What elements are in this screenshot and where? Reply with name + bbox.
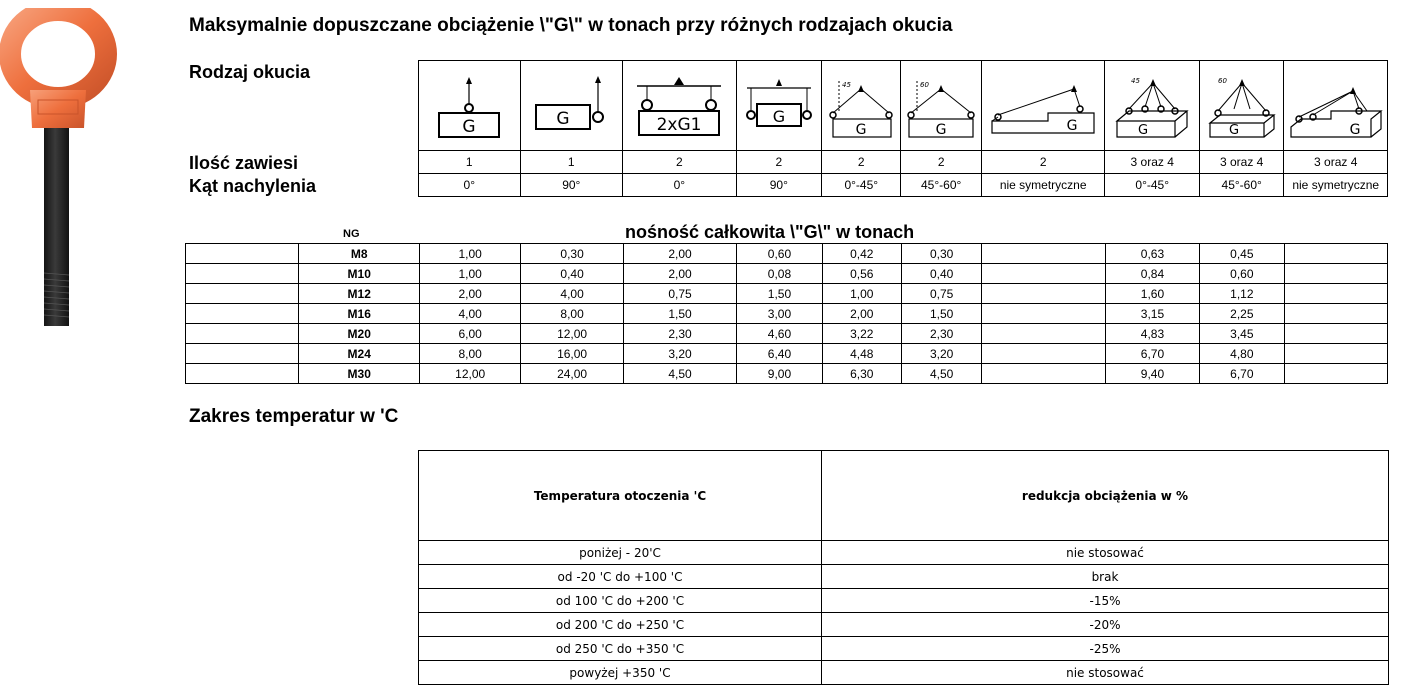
reduction-cell: -25% xyxy=(822,637,1389,661)
svg-text:G: G xyxy=(855,121,867,138)
load-value-cell: 8,00 xyxy=(419,344,520,364)
ilosc-label: Ilość zawiesi xyxy=(189,153,299,173)
blank-cell xyxy=(186,244,299,264)
multi-leg-angle-45-60-icon xyxy=(1204,71,1280,141)
load-value-cell: 2,25 xyxy=(1200,304,1284,324)
double-side-lift-icon xyxy=(743,71,815,141)
temp-section-title: Zakres temperatur w 'C xyxy=(189,406,399,427)
diagram-cell xyxy=(520,61,623,151)
svg-text:2xG1: 2xG1 xyxy=(656,114,702,135)
table-row xyxy=(186,304,1388,324)
ilosc-cell: 3 oraz 4 xyxy=(1105,151,1199,174)
two-leg-angle-0-45-icon xyxy=(825,71,897,141)
load-value-cell: 3,15 xyxy=(1105,304,1199,324)
ng-header: NG xyxy=(343,228,360,240)
reduction-header-cell: redukcja obciążenia w % xyxy=(822,451,1389,541)
kat-label: Kąt nachylenia xyxy=(189,176,317,196)
load-value-cell: 12,00 xyxy=(419,364,520,384)
load-value-cell: 3,20 xyxy=(623,344,736,364)
temperature-cell: od 250 'C do +350 'C xyxy=(419,637,822,661)
temperature-table xyxy=(418,450,1389,685)
table-row xyxy=(186,324,1388,344)
diagram-cell xyxy=(901,61,981,151)
table-row xyxy=(419,661,1389,685)
svg-text:G: G xyxy=(1138,122,1149,138)
table-row xyxy=(186,284,1388,304)
load-value-cell: 2,00 xyxy=(822,304,901,324)
ilosc-cell: 2 xyxy=(736,151,821,174)
load-value-cell xyxy=(1284,284,1387,304)
kat-cell: 90° xyxy=(520,174,623,197)
load-value-cell: 4,50 xyxy=(901,364,981,384)
load-value-cell: 0,30 xyxy=(521,244,623,264)
load-value-cell xyxy=(1284,344,1387,364)
load-value-cell xyxy=(1284,264,1387,284)
ng-cell: M24 xyxy=(299,344,420,364)
load-value-cell: 12,00 xyxy=(521,324,623,344)
kat-cell: nie symetryczne xyxy=(981,174,1105,197)
kat-cell: nie symetryczne xyxy=(1284,174,1388,197)
single-side-lift-icon xyxy=(528,71,614,141)
two-leg-angle-45-60-icon xyxy=(905,71,977,141)
svg-text:G: G xyxy=(556,108,570,129)
load-value-cell: 4,00 xyxy=(521,284,623,304)
blank-cell xyxy=(186,344,299,364)
load-value-cell xyxy=(1284,304,1387,324)
reduction-cell: -15% xyxy=(822,589,1389,613)
svg-text:G: G xyxy=(1066,117,1078,134)
load-value-cell: 4,80 xyxy=(1200,344,1284,364)
table-row xyxy=(419,541,1389,565)
lifting-types-table xyxy=(418,60,1388,197)
load-value-cell: 1,00 xyxy=(419,244,520,264)
temperature-cell: od 100 'C do +200 'C xyxy=(419,589,822,613)
eyebolt-product-icon xyxy=(0,8,120,333)
load-value-cell: 4,50 xyxy=(623,364,736,384)
table-row xyxy=(186,244,1388,264)
load-value-cell: 2,30 xyxy=(901,324,981,344)
load-value-cell: 9,00 xyxy=(737,364,822,384)
load-value-cell: 1,00 xyxy=(822,284,901,304)
svg-text:60: 60 xyxy=(1217,76,1227,85)
load-value-cell: 4,60 xyxy=(737,324,822,344)
double-vertical-lift-icon xyxy=(629,71,729,141)
ilosc-cell: 3 oraz 4 xyxy=(1284,151,1388,174)
ng-cell: M30 xyxy=(299,364,420,384)
kat-cell: 0° xyxy=(419,174,521,197)
ilosc-cell: 1 xyxy=(520,151,623,174)
load-capacity-table xyxy=(185,243,1388,384)
load-table-title: nośność całkowita \"G\" w tonach xyxy=(625,222,915,242)
load-value-cell: 0,40 xyxy=(521,264,623,284)
svg-text:G: G xyxy=(935,121,947,138)
load-value-cell: 2,00 xyxy=(419,284,520,304)
table-row xyxy=(419,565,1389,589)
load-value-cell: 1,50 xyxy=(737,284,822,304)
load-value-cell: 0,56 xyxy=(822,264,901,284)
multi-leg-asymmetric-icon xyxy=(1287,71,1385,141)
blank-cell xyxy=(186,324,299,344)
two-leg-asymmetric-icon xyxy=(988,71,1098,141)
load-value-cell: 4,48 xyxy=(822,344,901,364)
svg-text:45: 45 xyxy=(842,80,852,89)
load-value-cell: 6,70 xyxy=(1105,344,1199,364)
reduction-cell: -20% xyxy=(822,613,1389,637)
load-value-cell: 0,84 xyxy=(1105,264,1199,284)
load-value-cell xyxy=(1284,244,1387,264)
temperature-cell: od -20 'C do +100 'C xyxy=(419,565,822,589)
load-value-cell: 6,40 xyxy=(737,344,822,364)
load-value-cell xyxy=(982,344,1106,364)
load-value-cell: 4,00 xyxy=(419,304,520,324)
load-value-cell: 0,45 xyxy=(1200,244,1284,264)
load-value-cell xyxy=(982,284,1106,304)
ilosc-cell: 1 xyxy=(419,151,521,174)
load-value-cell: 0,08 xyxy=(737,264,822,284)
load-value-cell: 0,40 xyxy=(901,264,981,284)
load-value-cell: 2,30 xyxy=(623,324,736,344)
ng-cell: M20 xyxy=(299,324,420,344)
ilosc-cell: 3 oraz 4 xyxy=(1199,151,1283,174)
diagram-cell xyxy=(419,61,521,151)
kat-cell: 0°-45° xyxy=(1105,174,1199,197)
load-value-cell: 3,45 xyxy=(1200,324,1284,344)
svg-text:G: G xyxy=(1349,121,1361,138)
load-value-cell: 0,42 xyxy=(822,244,901,264)
load-value-cell: 9,40 xyxy=(1105,364,1199,384)
load-value-cell xyxy=(1284,324,1387,344)
diagram-cell xyxy=(822,61,901,151)
load-value-cell xyxy=(982,244,1106,264)
load-value-cell: 6,00 xyxy=(419,324,520,344)
blank-cell xyxy=(186,284,299,304)
reduction-cell: brak xyxy=(822,565,1389,589)
load-value-cell: 1,50 xyxy=(623,304,736,324)
svg-text:G: G xyxy=(462,116,476,137)
load-value-cell xyxy=(982,304,1106,324)
ilosc-cell: 2 xyxy=(901,151,981,174)
temperature-cell: poniżej - 20'C xyxy=(419,541,822,565)
ng-cell: M10 xyxy=(299,264,420,284)
table-row xyxy=(419,637,1389,661)
load-value-cell: 0,75 xyxy=(901,284,981,304)
table-row xyxy=(419,613,1389,637)
load-value-cell: 0,60 xyxy=(1200,264,1284,284)
kat-cell: 45°-60° xyxy=(901,174,981,197)
load-value-cell: 8,00 xyxy=(521,304,623,324)
svg-text:45: 45 xyxy=(1131,76,1141,85)
ilosc-cell: 2 xyxy=(822,151,901,174)
svg-text:60: 60 xyxy=(920,80,930,89)
ng-cell: M8 xyxy=(299,244,420,264)
load-value-cell: 3,20 xyxy=(901,344,981,364)
load-value-cell: 1,12 xyxy=(1200,284,1284,304)
load-value-cell xyxy=(1284,364,1387,384)
load-value-cell: 1,00 xyxy=(419,264,520,284)
svg-text:G: G xyxy=(1228,122,1239,138)
single-vertical-lift-icon xyxy=(429,71,509,141)
temperature-cell: od 200 'C do +250 'C xyxy=(419,613,822,637)
table-row xyxy=(186,364,1388,384)
kat-cell: 90° xyxy=(736,174,821,197)
load-value-cell: 3,22 xyxy=(822,324,901,344)
load-value-cell: 2,00 xyxy=(623,244,736,264)
page-title: Maksymalnie dopuszczane obciążenie \"G\" w tonach przy różnych rodzajach okucia xyxy=(189,15,953,36)
load-value-cell: 24,00 xyxy=(521,364,623,384)
blank-cell xyxy=(186,264,299,284)
table-row xyxy=(419,589,1389,613)
load-value-cell: 6,70 xyxy=(1200,364,1284,384)
load-value-cell: 0,30 xyxy=(901,244,981,264)
load-value-cell: 4,83 xyxy=(1105,324,1199,344)
load-value-cell: 6,30 xyxy=(822,364,901,384)
load-value-cell: 0,63 xyxy=(1105,244,1199,264)
load-value-cell: 16,00 xyxy=(521,344,623,364)
load-value-cell: 1,60 xyxy=(1105,284,1199,304)
table-row xyxy=(186,264,1388,284)
reduction-cell: nie stosować xyxy=(822,541,1389,565)
ng-cell: M16 xyxy=(299,304,420,324)
diagram-cell xyxy=(623,61,737,151)
load-value-cell: 1,50 xyxy=(901,304,981,324)
blank-cell xyxy=(186,304,299,324)
ilosc-cell: 2 xyxy=(981,151,1105,174)
kat-cell: 0°-45° xyxy=(822,174,901,197)
kat-cell: 45°-60° xyxy=(1199,174,1283,197)
diagram-cell xyxy=(1284,61,1388,151)
ng-cell: M12 xyxy=(299,284,420,304)
diagram-cell xyxy=(981,61,1105,151)
ilosc-cell: 2 xyxy=(623,151,737,174)
load-value-cell xyxy=(982,264,1106,284)
kat-cell: 0° xyxy=(623,174,737,197)
diagram-cell xyxy=(1199,61,1283,151)
table-row xyxy=(186,344,1388,364)
load-value-cell: 0,75 xyxy=(623,284,736,304)
temperature-cell: powyżej +350 'C xyxy=(419,661,822,685)
load-value-cell xyxy=(982,324,1106,344)
multi-leg-angle-0-45-icon xyxy=(1109,71,1195,141)
load-value-cell: 0,60 xyxy=(737,244,822,264)
load-value-cell: 3,00 xyxy=(737,304,822,324)
rodzaj-label: Rodzaj okucia xyxy=(189,62,311,82)
reduction-cell: nie stosować xyxy=(822,661,1389,685)
diagram-cell xyxy=(736,61,821,151)
blank-cell xyxy=(186,364,299,384)
load-value-cell: 2,00 xyxy=(623,264,736,284)
svg-text:G: G xyxy=(772,106,786,126)
temp-header-cell: Temperatura otoczenia 'C xyxy=(419,451,822,541)
load-value-cell xyxy=(982,364,1106,384)
diagram-cell xyxy=(1105,61,1199,151)
